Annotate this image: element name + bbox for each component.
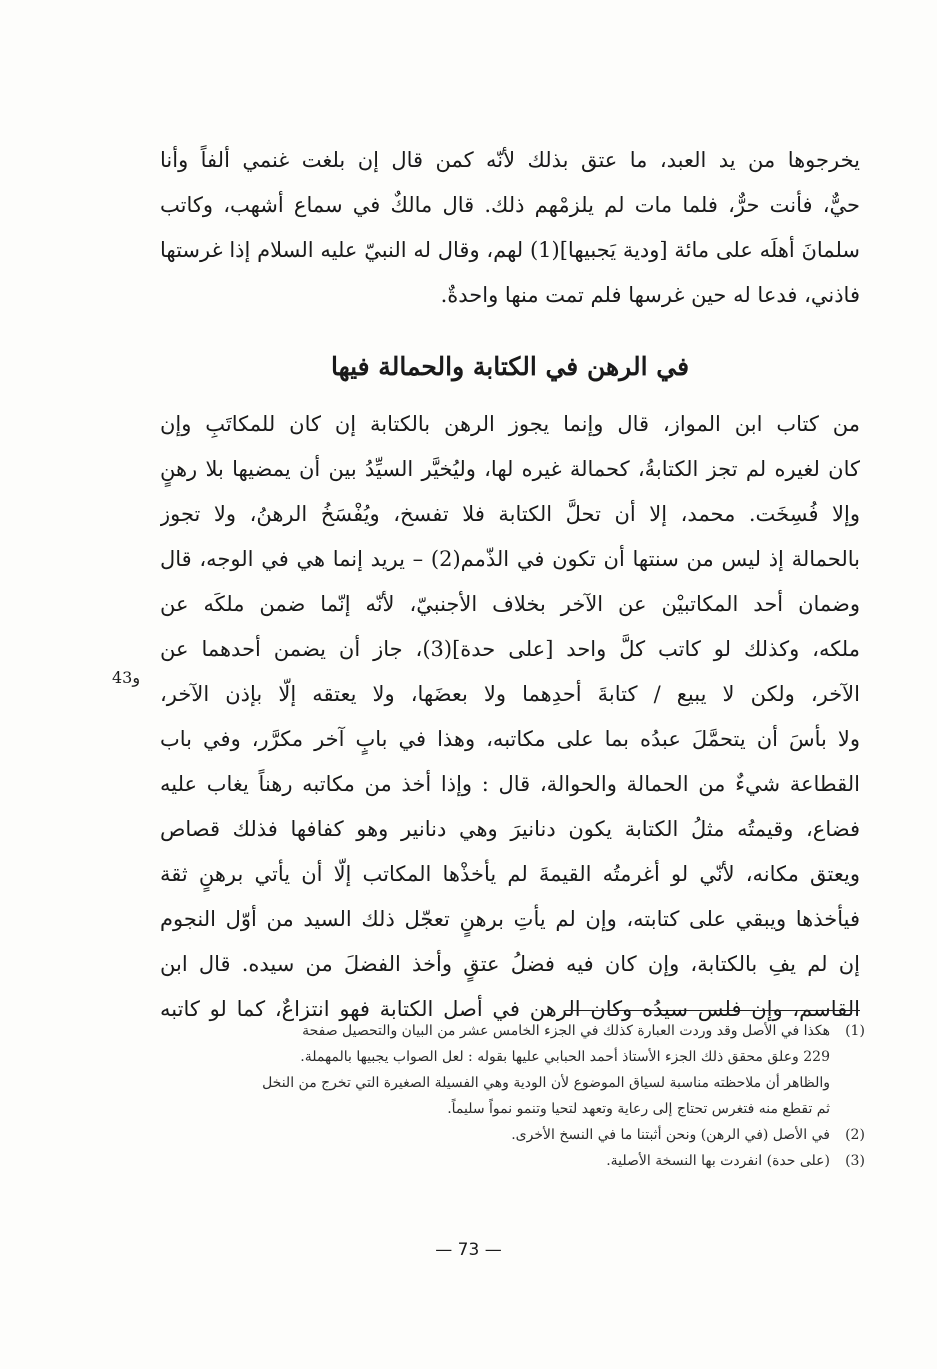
manuscript-folio-note: 43و	[112, 668, 141, 687]
text-line: كان لغيره لم تجز الكتابةُ، كحمالة غيره لها، وليُخيَّر السيِّدُ بين أن يمضيها بلا رهنٍ	[160, 457, 860, 481]
text-line: بالحمالة إذ ليس من سنتها أن تكون في الذّمم(2) – يريد إنما هي في الوجه، قال	[160, 547, 860, 571]
text-line: سلمانَ أهلَه على مائة [ودية يَجبيها](1) لهم، وقال له النبيّ عليه السلام إذا غرستها	[160, 238, 860, 262]
text-line: ملكه، وكذلك لو كاتب كلَّ واحد [على حدة](3)، جاز أن يضمن أحدهما عن	[160, 637, 860, 661]
footnote-text: والظاهر أن ملاحظته مناسبة لسياق الموضوع لأن الودية وهي الفسيلة الصغيرة التي تخرج من النخل	[262, 1075, 830, 1091]
text-line: القاسم، وإن فلس سيدُه وكان الرهن في أصل الكتابة فهو انتزاعٌ، كما لو كاتبه	[160, 997, 860, 1021]
paragraph-1	[160, 138, 860, 318]
text-line: الآخر، ولكن لا يبيع / كتابةَ أحدِهما ولا بعضَها، ولا يعتقه إلّا بإذن الآخر،	[160, 682, 860, 706]
footnote-text: 229 وعلق محقق ذلك الجزء الأستاذ أحمد الحبابي عليها بقوله : لعل الصواب يجبيها بالمهملة.	[300, 1049, 830, 1065]
footnote-number: (2)	[845, 1127, 865, 1143]
text-line: ويعتق مكانه، لأنّي لو أغرمتُه القيمةَ لم يأخذْها المكاتب إلّا أن يأتي برهنٍ ثقة	[160, 862, 860, 886]
footnotes	[160, 1018, 880, 1174]
footnote-number: (1)	[845, 1023, 865, 1039]
text-line: فاذني، فدعا له حين غرسها فلم تمت منها واحدةٌ.	[440, 283, 860, 307]
footnote-text: في الأصل (في الرهن) ونحن أثبتنا ما في النسخ الأخرى.	[511, 1127, 830, 1143]
text-line: فضاع، وقيمتُه مثلُ الكتابة يكون دنانيرَ وهي دنانير وهو كفافها فذلك قصاص	[160, 817, 860, 841]
footnote-1	[160, 1018, 880, 1044]
page-number: — 73 —	[435, 1240, 502, 1260]
section-heading: في الرهن في الكتابة والحمالة فيها	[330, 352, 690, 381]
footnote-text: هكذا في الأصل وقد وردت العبارة كذلك في الجزء الخامس عشر من البيان والتحصيل صفحة	[302, 1023, 830, 1039]
footnote-text: ثم تقطع منه فتغرس تحتاج إلى رعاية وتعهد لتحيا وتنمو نمواً سليماً.	[447, 1101, 830, 1117]
text-line: القطاعة شيءٌ من الحمالة والحوالة، قال : وإذا أخذ من مكاتبه رهناً يغاب عليه	[160, 772, 860, 796]
footnote-2	[160, 1122, 880, 1148]
text-line: إن لم يفِ بالكتابة، وإن كان فيه فضلُ عتقٍ وأخذ الفضلَ من سيده. قال ابن	[160, 952, 860, 976]
text-line: حيٌّ، فأنت حرٌّ، فلما مات لم يلزمْهم ذلك. قال مالكٌ في سماع أشهب، وكاتب	[160, 193, 860, 217]
text-line: ولا بأسَ أن يتحمَّلَ عبدُه بما على مكاتبه، وهذا في بابٍ آخر مكرَّر، وفي باب	[160, 727, 860, 751]
paragraph-2	[160, 402, 860, 1032]
text-line: من كتاب ابن المواز، قال وإنما يجوز الرهن بالكتابة إن كان للمكاتَبِ وإن	[160, 412, 860, 436]
footnote-3	[160, 1148, 880, 1174]
footnote-text: (على حدة) انفردت بها النسخة الأصلية.	[606, 1153, 830, 1169]
footnote-number: (3)	[845, 1153, 865, 1169]
footnote-divider	[565, 1010, 860, 1011]
text-line: وضمان أحد المكاتبيْن عن الآخر بخلاف الأجنبيّ، لأنّه إنّما ضمن ملكَه عن	[160, 592, 860, 616]
text-line: وإلا فُسِخَت. محمد، إلا أن تحلَّ الكتابة فلا تفسخ، ويُفْسَخُ الرهنُ، ولا تجوز	[160, 502, 860, 526]
text-line: يخرجوها من يد العبد، ما عتق بذلك لأنّه كمن قال إن بلغت غنمي ألفاً وأنا	[160, 148, 860, 172]
text-line: فيأخذها ويبقي على كتابته، وإن لم يأتِ برهنٍ تعجّل ذلك السيد من أوّل النجوم	[160, 907, 860, 931]
